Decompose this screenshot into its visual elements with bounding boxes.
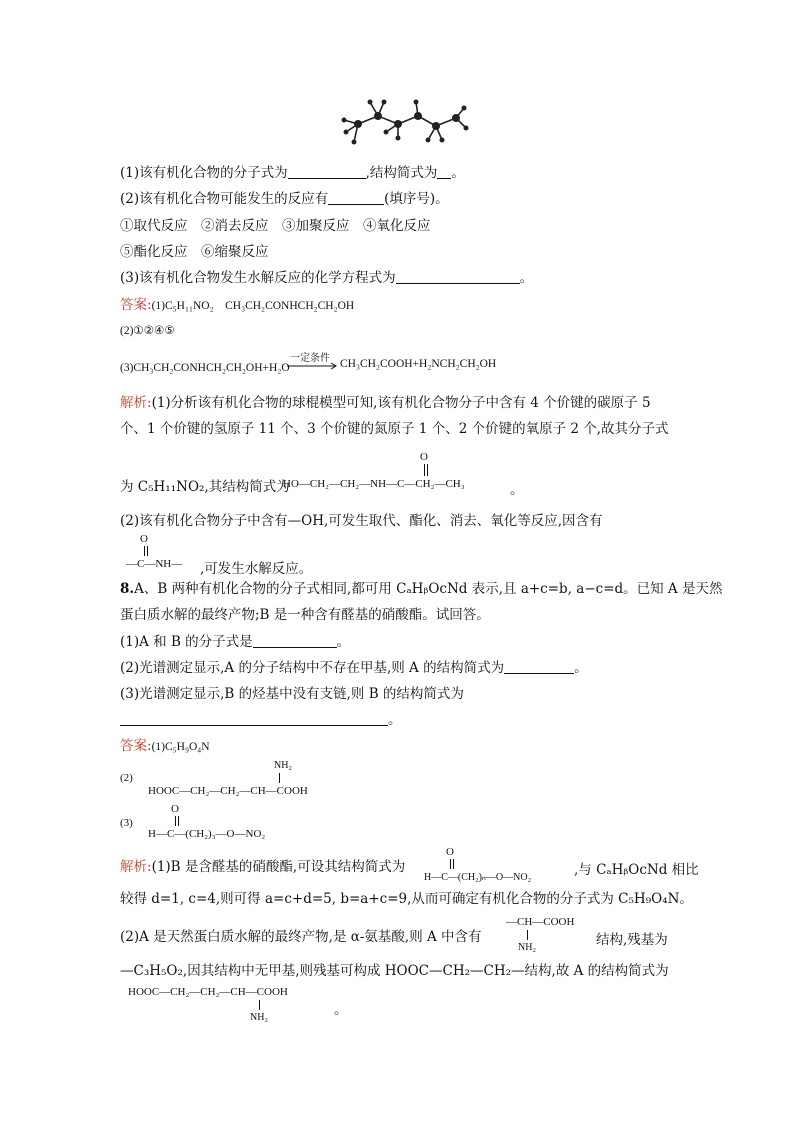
answer-blank[interactable] [288, 164, 366, 179]
q8-analysis-2a: (2)A 是天然蛋白质水解的最终产物,是 α-氨基酸,则 A 中含有 [120, 929, 482, 945]
answer-label: 答案: [120, 297, 152, 313]
q8-stem-1: 8.A、B 两种有机化合物的分子式相同,都可用 CₐHᵦOcNd 表示,且 a+c=b, a−c=d。已知 A 是天然 [120, 581, 723, 597]
amino-group: NH₂ [274, 760, 292, 771]
q8-analysis-1b: 较得 d=1, c=4,则可得 a=c+d=5, b=a+c=9,从而可确定有机化合物的分子式为 C₅H₉O₄N。 [120, 891, 693, 907]
q8-answer-1: 答案:(1)C₅H₉O₄N [120, 738, 210, 754]
q7-analysis-2a: (2)该有机化合物分子中含有—OH,可发生取代、酯化、消去、氧化等反应,因含有 [120, 513, 603, 529]
double-bond [147, 546, 149, 556]
q8-analysis-1a: 解析:(1)B 是含醛基的硝酸酯,可设其结构简式为 [120, 859, 406, 875]
q7-analysis-1b: 个、1 个价键的氢原子 11 个、3 个价键的氮原子 1 个、2 个价键的氧原子 2 个,故其分子式 [120, 421, 669, 437]
bond [527, 930, 529, 940]
answer-blank[interactable] [328, 190, 384, 205]
q8-analysis-2b: —C₃H₅O₂,因其结构中无甲基,则残基可构成 HOOC—CH₂—CH₂—结构,故 A 的结构简式为 [120, 963, 669, 979]
answer3-formula: H—C—(CH₂)₃—O—NO₂ [148, 828, 266, 840]
q7-answer-3: (3)CH₃CH₂CONHCH₂CH₂OH+H₂O [120, 362, 290, 374]
amino-acid-fragment: —CH—COOH [506, 916, 575, 928]
double-bond [450, 859, 452, 869]
double-bond [424, 464, 426, 476]
q7-options-2: ⑤酯化反应 ⑥缩聚反应 [120, 244, 269, 260]
answer-label: 答案: [120, 738, 152, 754]
bond [259, 1000, 261, 1010]
double-bond [175, 816, 177, 826]
structural-formula: HO—CH₂—CH₂—NH—C—CH₂—CH₃ [283, 478, 465, 490]
answer-blank[interactable] [396, 269, 520, 284]
double-bond [144, 546, 146, 556]
q7-sub3: (3)该有机化合物发生水解反应的化学方程式为 。 [120, 270, 534, 286]
answer2-formula: HOOC—CH₂—CH₂—CH—COOH [148, 785, 308, 797]
q7-sub2: (2)该有机化合物可能发生的反应有 (填序号)。 [120, 191, 449, 207]
answer-blank[interactable] [120, 711, 388, 726]
q7-analysis-1c: 为 C₅H₁₁NO₂,其结构简式为 [120, 479, 290, 495]
double-bond [178, 816, 180, 826]
double-bond [453, 859, 455, 869]
reaction-products: CH₃CH₂COOH+H₂NCH₂CH₂OH [340, 358, 497, 370]
q7-options-1: ①取代反应 ②消去反应 ③加聚反应 ④氧化反应 [120, 218, 431, 234]
answer-blank[interactable] [504, 659, 574, 674]
q8-sub2: (2)光谱测定显示,A 的分子结构中不存在甲基,则 A 的结构简式为 。 [120, 660, 588, 676]
amide-group: —C—NH— [126, 558, 183, 570]
q8-stem-2: 蛋白质水解的最终产物;B 是一种含有醛基的硝酸酯。试回答。 [120, 607, 490, 623]
q8-sub1: (1)A 和 B 的分子式是 。 [120, 634, 351, 650]
bond [279, 773, 281, 783]
double-bond [427, 464, 429, 476]
q7-analysis-2b: ,可发生水解反应。 [200, 561, 313, 577]
q7-sub1: (1)该有机化合物的分子式为 ,结构简式为 。 [120, 165, 465, 181]
reaction-condition: 一定条件 [290, 353, 330, 364]
molecule-ball-stick-icon [318, 96, 478, 156]
q7-answer-2: (2)①②④⑤ [120, 325, 175, 337]
analysis-label: 解析: [120, 395, 152, 411]
q8-sub3-blank: 。 [120, 711, 402, 729]
final-structure: HOOC—CH₂—CH₂—CH—COOH [128, 986, 288, 998]
answer-blank[interactable] [437, 164, 451, 179]
reaction-arrow-icon [287, 362, 339, 370]
analysis-label: 解析: [120, 859, 152, 875]
q8-sub3: (3)光谱测定显示,B 的烃基中没有支链,则 B 的结构简式为 [120, 686, 464, 702]
amide-o: O [140, 533, 148, 545]
analysis-struct: H—C—(CH₂)ₙ—O—NO₂ [424, 872, 532, 883]
struct-carbonyl-o: O [420, 451, 428, 463]
answer-blank[interactable] [253, 633, 337, 648]
q7-answer-1: 答案:(1)C₅H₁₁NO₂ CH₃CH₂CONHCH₂CH₂OH [120, 297, 355, 313]
q7-analysis-1a: 解析:(1)分析该有机化合物的球棍模型可知,该有机化合物分子中含有 4 个价键的碳原子 5 [120, 395, 651, 411]
